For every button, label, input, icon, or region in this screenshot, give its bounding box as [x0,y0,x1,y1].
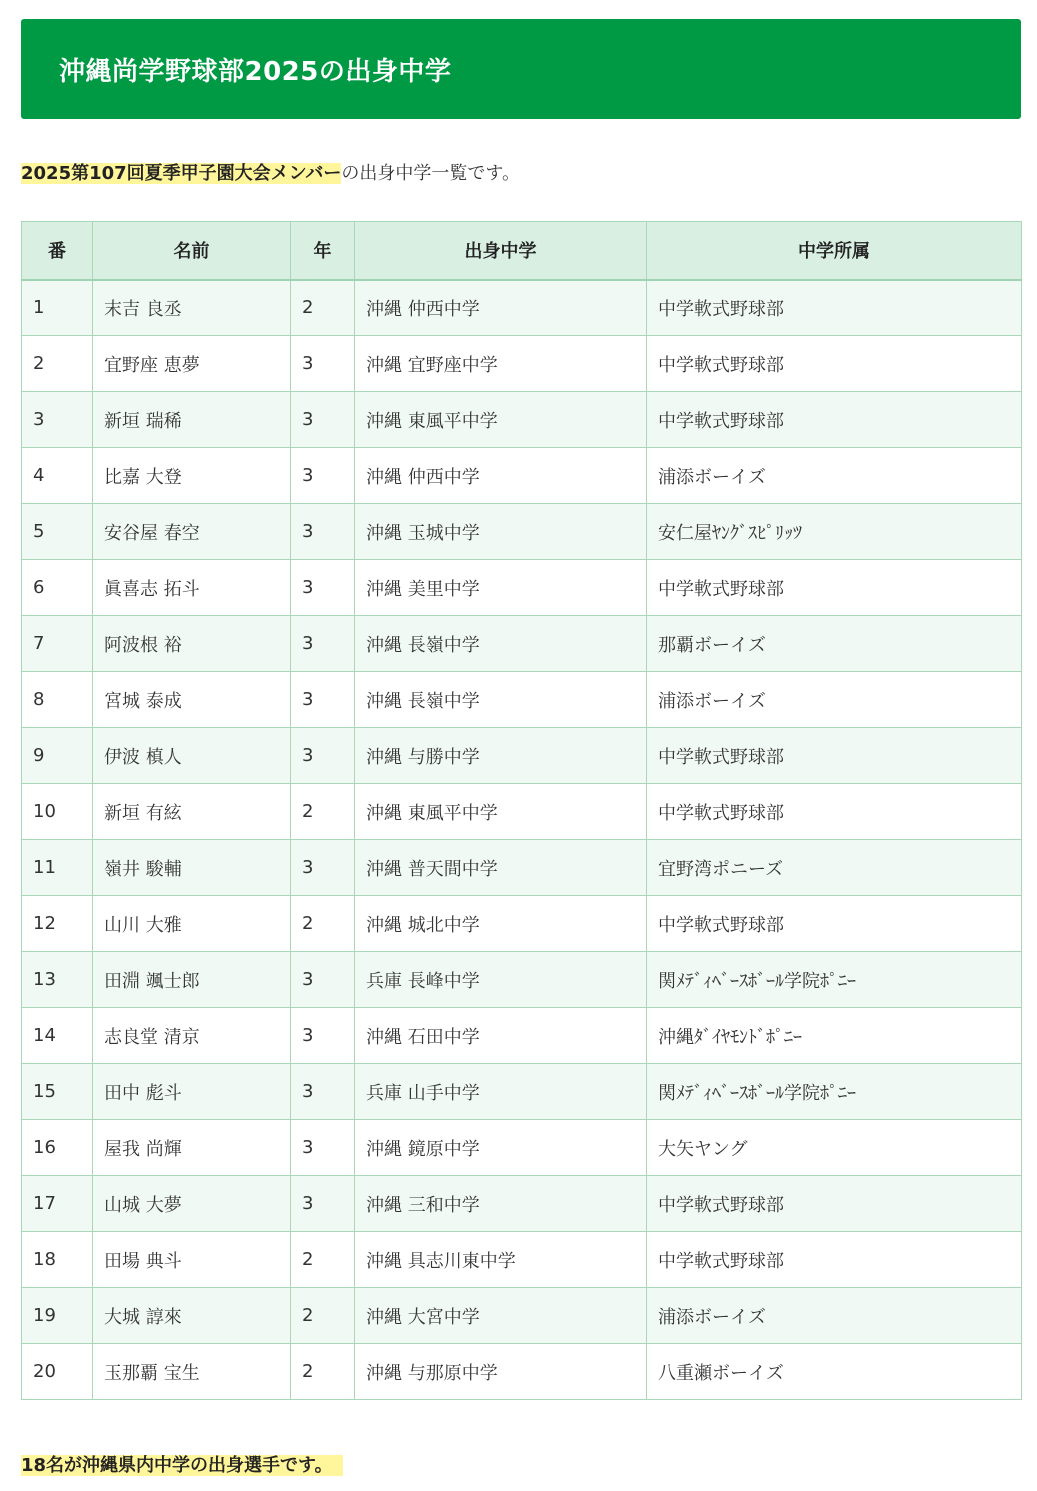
cell-school: 沖縄 東風平中学 [355,392,647,448]
cell-school: 沖縄 長嶺中学 [355,672,647,728]
cell-grade: 2 [291,1288,355,1344]
table-row [22,896,1022,952]
cell-grade: 2 [291,1232,355,1288]
cell-name: 山川 大雅 [93,896,291,952]
roster-table [21,221,1022,1400]
cell-number: 12 [22,896,93,952]
cell-number: 1 [22,280,93,336]
cell-grade: 3 [291,616,355,672]
cell-school: 沖縄 美里中学 [355,560,647,616]
cell-number: 11 [22,840,93,896]
cell-name: 嶺井 駿輔 [93,840,291,896]
cell-affiliation: 浦添ボーイズ [647,1288,1022,1344]
cell-name: 玉那覇 宝生 [93,1344,291,1400]
cell-number: 20 [22,1344,93,1400]
cell-affiliation: 沖縄ﾀﾞｲﾔﾓﾝﾄﾞﾎﾟﾆｰ [647,1008,1022,1064]
cell-school: 沖縄 宜野座中学 [355,336,647,392]
header-grade: 年 [291,222,355,280]
cell-affiliation: 関ﾒﾃﾞｨﾍﾞｰｽﾎﾞｰﾙ学院ﾎﾟﾆｰ [647,952,1022,1008]
cell-grade: 3 [291,392,355,448]
cell-affiliation: 中学軟式野球部 [647,1176,1022,1232]
cell-number: 5 [22,504,93,560]
table-header [22,222,1022,280]
cell-number: 3 [22,392,93,448]
table-row [22,280,1022,336]
cell-grade: 3 [291,840,355,896]
cell-name: 安谷屋 春空 [93,504,291,560]
cell-name: 新垣 有絃 [93,784,291,840]
header-name: 名前 [93,222,291,280]
header-affiliation: 中学所属 [647,222,1022,280]
cell-school: 沖縄 石田中学 [355,1008,647,1064]
title-banner [21,19,1021,119]
cell-name: 田中 彪斗 [93,1064,291,1120]
cell-number: 18 [22,1232,93,1288]
cell-school: 沖縄 三和中学 [355,1176,647,1232]
cell-affiliation: 浦添ボーイズ [647,672,1022,728]
cell-grade: 3 [291,336,355,392]
cell-school: 沖縄 城北中学 [355,896,647,952]
cell-name: 宮城 泰成 [93,672,291,728]
table-row [22,952,1022,1008]
cell-number: 13 [22,952,93,1008]
cell-affiliation: 中学軟式野球部 [647,1232,1022,1288]
cell-affiliation: 那覇ボーイズ [647,616,1022,672]
cell-school: 兵庫 山手中学 [355,1064,647,1120]
table-row [22,784,1022,840]
cell-name: 阿波根 裕 [93,616,291,672]
cell-school: 兵庫 長峰中学 [355,952,647,1008]
cell-affiliation: 関ﾒﾃﾞｨﾍﾞｰｽﾎﾞｰﾙ学院ﾎﾟﾆｰ [647,1064,1022,1120]
cell-number: 7 [22,616,93,672]
cell-grade: 3 [291,1064,355,1120]
cell-name: 山城 大夢 [93,1176,291,1232]
cell-name: 伊波 槙人 [93,728,291,784]
table-row [22,504,1022,560]
cell-number: 19 [22,1288,93,1344]
cell-school: 沖縄 鏡原中学 [355,1120,647,1176]
table-row [22,1120,1022,1176]
cell-grade: 3 [291,504,355,560]
table-row [22,336,1022,392]
cell-grade: 3 [291,952,355,1008]
summary-highlight: 18名が沖縄県内中学の出身選手です。 [21,1455,343,1476]
cell-school: 沖縄 仲西中学 [355,280,647,336]
cell-number: 4 [22,448,93,504]
cell-name: 宜野座 恵夢 [93,336,291,392]
cell-name: 比嘉 大登 [93,448,291,504]
header-school: 出身中学 [355,222,647,280]
cell-name: 新垣 瑞稀 [93,392,291,448]
cell-affiliation: 中学軟式野球部 [647,560,1022,616]
table-row [22,560,1022,616]
table-row [22,616,1022,672]
cell-number: 6 [22,560,93,616]
table-row [22,1344,1022,1400]
cell-name: 志良堂 清京 [93,1008,291,1064]
intro-text [21,160,520,188]
table-row [22,448,1022,504]
cell-name: 眞喜志 拓斗 [93,560,291,616]
header-number: 番 [22,222,93,280]
table-row [22,1176,1022,1232]
cell-affiliation: 中学軟式野球部 [647,336,1022,392]
cell-number: 14 [22,1008,93,1064]
cell-school: 沖縄 与那原中学 [355,1344,647,1400]
cell-grade: 3 [291,1120,355,1176]
cell-school: 沖縄 東風平中学 [355,784,647,840]
table-row [22,672,1022,728]
cell-school: 沖縄 玉城中学 [355,504,647,560]
cell-grade: 2 [291,896,355,952]
cell-name: 屋我 尚輝 [93,1120,291,1176]
cell-affiliation: 中学軟式野球部 [647,280,1022,336]
table-row [22,392,1022,448]
cell-grade: 3 [291,560,355,616]
table-row [22,1064,1022,1120]
intro-rest: の出身中学一覧です。 [341,163,520,184]
cell-number: 15 [22,1064,93,1120]
table-row [22,728,1022,784]
cell-grade: 2 [291,1344,355,1400]
cell-grade: 3 [291,728,355,784]
cell-affiliation: 八重瀬ボーイズ [647,1344,1022,1400]
cell-grade: 3 [291,672,355,728]
cell-name: 末吉 良丞 [93,280,291,336]
cell-affiliation: 中学軟式野球部 [647,784,1022,840]
cell-number: 10 [22,784,93,840]
cell-affiliation: 宜野湾ポニーズ [647,840,1022,896]
cell-affiliation: 中学軟式野球部 [647,896,1022,952]
cell-number: 17 [22,1176,93,1232]
cell-number: 2 [22,336,93,392]
header-row [22,222,1022,280]
table-row [22,1232,1022,1288]
table-row [22,1008,1022,1064]
cell-affiliation: 中学軟式野球部 [647,392,1022,448]
cell-number: 9 [22,728,93,784]
cell-affiliation: 中学軟式野球部 [647,728,1022,784]
cell-grade: 3 [291,448,355,504]
cell-grade: 2 [291,784,355,840]
table-body [22,280,1022,1400]
summary-text [21,1451,343,1481]
cell-affiliation: 大矢ヤング [647,1120,1022,1176]
cell-name: 田場 典斗 [93,1232,291,1288]
cell-affiliation: 安仁屋ﾔﾝｸﾞｽﾋﾟﾘｯﾂ [647,504,1022,560]
cell-grade: 3 [291,1008,355,1064]
cell-grade: 3 [291,1176,355,1232]
cell-school: 沖縄 具志川東中学 [355,1232,647,1288]
cell-name: 大城 諄來 [93,1288,291,1344]
cell-school: 沖縄 大宮中学 [355,1288,647,1344]
cell-name: 田淵 颯士郎 [93,952,291,1008]
cell-grade: 2 [291,280,355,336]
cell-school: 沖縄 普天間中学 [355,840,647,896]
table-row [22,1288,1022,1344]
table-row [22,840,1022,896]
cell-number: 16 [22,1120,93,1176]
page-title: 沖縄尚学野球部2025の出身中学 [59,56,452,87]
cell-number: 8 [22,672,93,728]
cell-affiliation: 浦添ボーイズ [647,448,1022,504]
intro-highlight: 2025第107回夏季甲子園大会メンバー [21,163,342,184]
cell-school: 沖縄 長嶺中学 [355,616,647,672]
cell-school: 沖縄 仲西中学 [355,448,647,504]
cell-school: 沖縄 与勝中学 [355,728,647,784]
